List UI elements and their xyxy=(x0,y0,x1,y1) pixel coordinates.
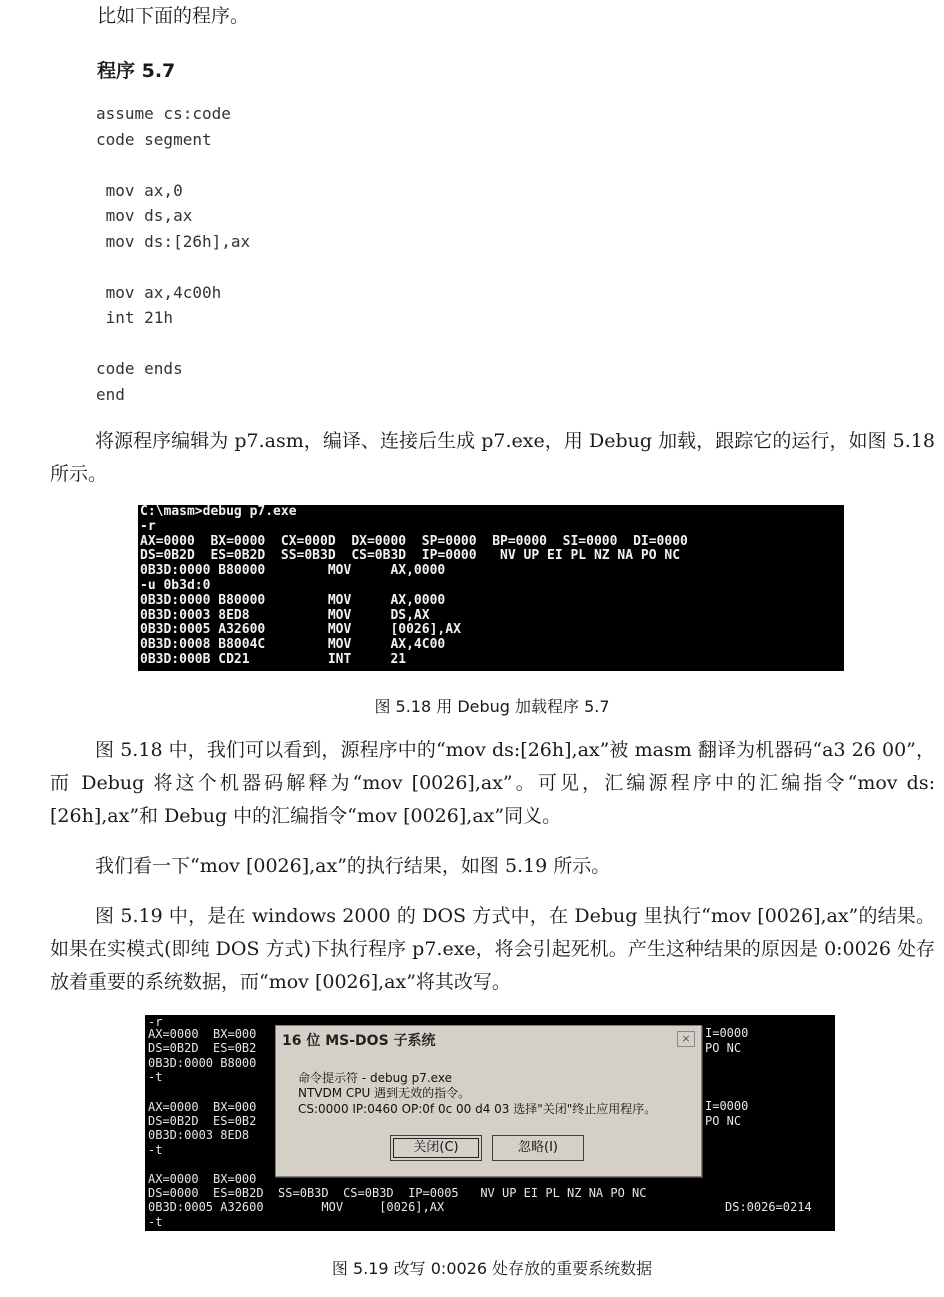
terminal-line: 0B3D:0000 B80000 MOV AX,0000 xyxy=(140,563,446,579)
terminal-line: AX=0000 BX=000 xyxy=(148,1027,257,1041)
terminal-line: AX=0000 BX=000 xyxy=(148,1172,257,1186)
figure-caption: 图 5.18 用 Debug 加载程序 5.7 xyxy=(374,697,610,716)
code-line xyxy=(96,152,250,178)
terminal-line: -t xyxy=(148,1070,163,1084)
terminal-line: -r xyxy=(148,1015,163,1029)
ignore-button[interactable]: 忽略(I) xyxy=(492,1135,584,1161)
terminal-line: I=0000 xyxy=(705,1099,749,1113)
terminal-line: -t xyxy=(148,1215,163,1229)
paragraph: 图 5.18 中，我们可以看到，源程序中的“mov ds:[26h],ax”被 masm 翻译为机器码“a3 26 00”，而 Debug 将这个机器码解释为“mov [0026],ax”。可见，汇编源程序中的汇编指令“mov ds:[26h],ax”和 Debug 中的汇编指令“mov [0026],ax”同义。 xyxy=(50,739,935,827)
terminal-line: -t xyxy=(148,1143,163,1157)
close-icon[interactable]: × xyxy=(677,1031,695,1047)
debug-terminal-figure xyxy=(138,505,844,671)
code-line: code segment xyxy=(96,129,212,149)
code-line xyxy=(96,254,250,280)
close-button[interactable]: 关闭(C) xyxy=(390,1135,482,1161)
intro-text: 比如下面的程序。 xyxy=(97,5,250,27)
dialog-message: 命令提示符 - debug p7.exe xyxy=(298,1071,452,1085)
terminal-line: PO NC xyxy=(705,1114,742,1128)
terminal-line: 0B3D:000B CD21 INT 21 xyxy=(140,651,407,667)
paragraph: 将源程序编辑为 p7.asm，编译、连接后生成 p7.exe，用 Debug 加载，跟踪它的运行，如图 5.18 所示。 xyxy=(50,430,935,485)
terminal-line: I=0000 xyxy=(705,1026,749,1040)
terminal-line: 0B3D:0005 A32600 MOV [0026],AX xyxy=(148,1200,445,1214)
code-line: assume cs:code xyxy=(96,104,231,123)
dialog-titlebar xyxy=(276,1026,701,1052)
terminal-line: 0B3D:0008 B8004C MOV AX,4C00 xyxy=(140,637,446,653)
terminal-line: 0B3D:0003 8ED8 MOV DS,AX xyxy=(140,607,430,623)
code-line: int 21h xyxy=(96,308,174,327)
code-line: mov ax,0 xyxy=(96,180,183,200)
code-line: mov ax,4c00h xyxy=(96,282,222,302)
figure-caption: 图 5.19 改写 0:0026 处存放的重要系统数据 xyxy=(331,1259,653,1278)
terminal-line: AX=0000 BX=000 xyxy=(148,1100,257,1114)
terminal-line: 0B3D:0000 B8000 xyxy=(148,1056,257,1070)
program-heading: 程序 5.7 xyxy=(97,60,176,82)
terminal-line: DS=0B2D ES=0B2 xyxy=(148,1114,257,1128)
terminal-line: 0B3D:0000 B80000 MOV AX,0000 xyxy=(140,592,446,608)
ntvdm-error-dialog xyxy=(275,1025,702,1177)
terminal-line: 0B3D:0005 A32600 MOV [0026],AX xyxy=(140,622,461,638)
code-line: end xyxy=(96,384,125,404)
dialog-title: 16 位 MS-DOS 子系统 xyxy=(282,1033,436,1049)
paragraph: 图 5.19 中，是在 windows 2000 的 DOS 方式中，在 Debug 里执行“mov [0026],ax”的结果。如果在实模式(即纯 DOS 方式)下执行程序 p7.exe，将会引起死机。产生这种结果的原因是 0:0026 处存放着重要的系统数据，而“mov [0026],ax”将其改写。 xyxy=(50,905,935,993)
terminal-line: -r xyxy=(140,518,156,534)
code-line xyxy=(96,331,250,357)
terminal-line: DS=0000 ES=0B2D SS=0B3D CS=0B3D IP=0005 NV UP EI PL NZ NA PO NC xyxy=(148,1186,647,1200)
code-line: mov ds:[26h],ax xyxy=(96,231,251,251)
terminal-line: PO NC xyxy=(705,1041,742,1055)
terminal-line: DS=0B2D ES=0B2D SS=0B3D CS=0B3D IP=0000 NV UP EI PL NZ NA PO NC xyxy=(140,548,681,564)
terminal-line: AX=0000 BX=0000 CX=000D DX=0000 SP=0000 BP=0000 SI=0000 DI=0000 xyxy=(140,533,688,549)
terminal-line: -u 0b3d:0 xyxy=(140,577,211,593)
code-line: mov ds,ax xyxy=(96,206,193,225)
dialog-message: CS:0000 IP:0460 OP:0f 0c 00 d4 03 选择"关闭"终止应用程序。 xyxy=(298,1102,657,1116)
code-line: code ends xyxy=(96,359,183,378)
terminal-line: DS=0B2D ES=0B2 xyxy=(148,1041,257,1055)
terminal-line: 0B3D:0003 8ED8 xyxy=(148,1128,250,1142)
code-listing xyxy=(96,101,250,407)
terminal-line: C:\masm>debug p7.exe xyxy=(140,504,297,519)
paragraph: 我们看一下“mov [0026],ax”的执行结果，如图 5.19 所示。 xyxy=(95,855,611,877)
memory-readout: DS:0026=0214 xyxy=(725,1200,812,1214)
dialog-message: NTVDM CPU 遇到无效的指令。 xyxy=(298,1086,471,1100)
